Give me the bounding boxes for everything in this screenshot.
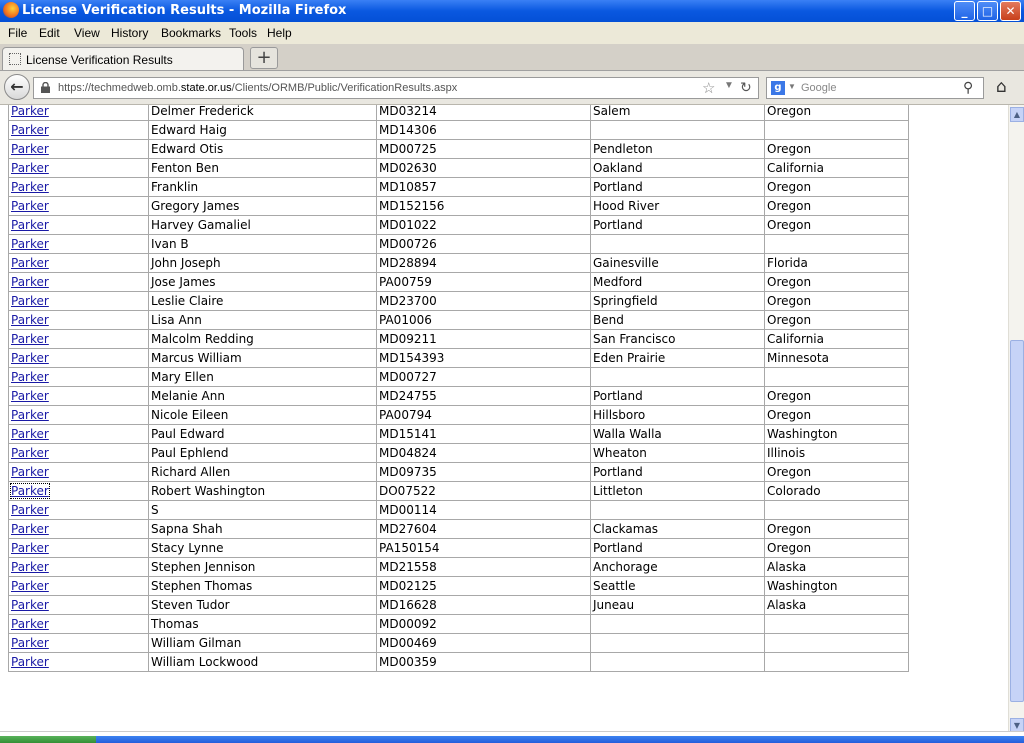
home-icon[interactable]: ⌂ xyxy=(996,77,1007,97)
menu-file[interactable]: File xyxy=(8,26,28,40)
first-name-cell: Delmer Frederick xyxy=(149,105,377,121)
state-cell: Oregon xyxy=(765,140,909,159)
last-name-cell xyxy=(9,615,149,634)
new-tab-button[interactable]: + xyxy=(250,47,278,69)
table-row xyxy=(9,634,909,653)
close-button[interactable]: ✕ xyxy=(1000,1,1021,21)
table-row xyxy=(9,292,909,311)
state-cell: Washington xyxy=(765,577,909,596)
last-name-link[interactable]: Parker xyxy=(11,617,49,631)
last-name-cell xyxy=(9,349,149,368)
license-number-cell: MD09211 xyxy=(377,330,591,349)
table-row xyxy=(9,615,909,634)
license-number-cell: MD00469 xyxy=(377,634,591,653)
city-cell: Portland xyxy=(591,216,765,235)
table-row xyxy=(9,178,909,197)
table-row xyxy=(9,406,909,425)
city-cell xyxy=(591,634,765,653)
last-name-link[interactable]: Parker xyxy=(11,636,49,650)
license-number-cell: MD21558 xyxy=(377,558,591,577)
last-name-cell xyxy=(9,444,149,463)
table-row xyxy=(9,121,909,140)
city-cell: Wheaton xyxy=(591,444,765,463)
city-cell xyxy=(591,368,765,387)
minimize-button[interactable]: _ xyxy=(954,1,975,21)
license-number-cell: PA150154 xyxy=(377,539,591,558)
reload-icon[interactable]: ↻ xyxy=(740,79,752,95)
last-name-link[interactable]: Parker xyxy=(11,351,49,365)
page-content xyxy=(0,105,1008,731)
license-number-cell: MD27604 xyxy=(377,520,591,539)
vertical-scrollbar[interactable] xyxy=(1008,105,1024,735)
last-name-cell xyxy=(9,105,149,121)
back-button[interactable]: ← xyxy=(4,74,30,100)
tab-strip xyxy=(0,44,1024,71)
last-name-cell xyxy=(9,178,149,197)
search-icon[interactable]: ⚲ xyxy=(963,79,974,95)
city-cell xyxy=(591,615,765,634)
table-row xyxy=(9,159,909,178)
city-cell: Anchorage xyxy=(591,558,765,577)
state-cell: California xyxy=(765,330,909,349)
last-name-link[interactable]: Parker xyxy=(11,237,49,251)
city-cell: Gainesville xyxy=(591,254,765,273)
tab-label: License Verification Results xyxy=(26,53,173,67)
license-number-cell: MD23700 xyxy=(377,292,591,311)
last-name-link[interactable]: Parker xyxy=(11,408,49,422)
first-name-cell: Thomas xyxy=(149,615,377,634)
last-name-cell xyxy=(9,406,149,425)
table-row xyxy=(9,330,909,349)
first-name-cell: Steven Tudor xyxy=(149,596,377,615)
table-row xyxy=(9,140,909,159)
last-name-cell xyxy=(9,292,149,311)
last-name-cell xyxy=(9,634,149,653)
table-row xyxy=(9,216,909,235)
state-cell: Illinois xyxy=(765,444,909,463)
menu-tools[interactable]: Tools xyxy=(229,26,258,40)
table-row xyxy=(9,235,909,254)
city-cell: Portland xyxy=(591,387,765,406)
city-cell: Clackamas xyxy=(591,520,765,539)
state-cell xyxy=(765,501,909,520)
last-name-link[interactable]: Parker xyxy=(11,522,49,536)
license-number-cell: MD152156 xyxy=(377,197,591,216)
license-number-cell: MD14306 xyxy=(377,121,591,140)
menu-view[interactable]: View xyxy=(74,26,100,40)
state-cell: Oregon xyxy=(765,292,909,311)
first-name-cell: Fenton Ben xyxy=(149,159,377,178)
first-name-cell: Nicole Eileen xyxy=(149,406,377,425)
scroll-up-icon[interactable]: ▲ xyxy=(1010,107,1024,122)
last-name-cell xyxy=(9,463,149,482)
license-number-cell: MD00726 xyxy=(377,235,591,254)
state-cell: Oregon xyxy=(765,539,909,558)
last-name-link[interactable]: Parker xyxy=(11,560,49,574)
last-name-cell xyxy=(9,254,149,273)
state-cell: Alaska xyxy=(765,596,909,615)
table-row xyxy=(9,577,909,596)
license-number-cell: MD00359 xyxy=(377,653,591,672)
last-name-cell xyxy=(9,596,149,615)
state-cell: Oregon xyxy=(765,311,909,330)
city-cell xyxy=(591,121,765,140)
google-engine-icon[interactable]: g xyxy=(771,81,785,95)
lock-icon xyxy=(41,82,50,93)
city-cell xyxy=(591,501,765,520)
last-name-cell xyxy=(9,368,149,387)
table-row xyxy=(9,520,909,539)
state-cell: Oregon xyxy=(765,105,909,121)
license-number-cell: MD00114 xyxy=(377,501,591,520)
last-name-cell xyxy=(9,273,149,292)
last-name-cell xyxy=(9,425,149,444)
last-name-link[interactable]: Parker xyxy=(11,294,49,308)
last-name-link[interactable]: Parker xyxy=(11,503,49,517)
city-cell: Portland xyxy=(591,539,765,558)
history-dropdown-icon[interactable]: ▼ xyxy=(724,80,734,91)
license-number-cell: MD00727 xyxy=(377,368,591,387)
state-cell: Oregon xyxy=(765,387,909,406)
state-cell: California xyxy=(765,159,909,178)
last-name-link[interactable]: Parker xyxy=(11,218,49,232)
first-name-cell: Gregory James xyxy=(149,197,377,216)
last-name-cell xyxy=(9,197,149,216)
state-cell xyxy=(765,653,909,672)
last-name-cell xyxy=(9,387,149,406)
last-name-link[interactable]: Parker xyxy=(11,541,49,555)
first-name-cell: S xyxy=(149,501,377,520)
last-name-link[interactable]: Parker xyxy=(11,484,49,498)
last-name-link[interactable]: Parker xyxy=(11,427,49,441)
last-name-link[interactable]: Parker xyxy=(11,256,49,270)
state-cell: Oregon xyxy=(765,216,909,235)
license-number-cell: MD24755 xyxy=(377,387,591,406)
window-title: License Verification Results - Mozilla Firefox xyxy=(22,3,347,18)
last-name-cell xyxy=(9,216,149,235)
state-cell: Washington xyxy=(765,425,909,444)
last-name-link[interactable]: Parker xyxy=(11,123,49,137)
first-name-cell: Robert Washington xyxy=(149,482,377,501)
first-name-cell: Ivan B xyxy=(149,235,377,254)
city-cell: Eden Prairie xyxy=(591,349,765,368)
state-cell: Oregon xyxy=(765,197,909,216)
state-cell: Oregon xyxy=(765,178,909,197)
first-name-cell: Stephen Jennison xyxy=(149,558,377,577)
search-bar[interactable] xyxy=(766,77,984,99)
last-name-link[interactable]: Parker xyxy=(11,389,49,403)
table-row xyxy=(9,596,909,615)
last-name-link[interactable]: Parker xyxy=(11,579,49,593)
status-bar xyxy=(0,731,1024,743)
state-cell: Alaska xyxy=(765,558,909,577)
city-cell: Hillsboro xyxy=(591,406,765,425)
last-name-cell xyxy=(9,121,149,140)
license-number-cell: MD00092 xyxy=(377,615,591,634)
city-cell: Oakland xyxy=(591,159,765,178)
table-row xyxy=(9,349,909,368)
scroll-down-icon[interactable]: ▼ xyxy=(1010,718,1024,733)
first-name-cell: Harvey Gamaliel xyxy=(149,216,377,235)
firefox-logo-icon xyxy=(3,2,19,18)
bookmark-star-icon[interactable]: ☆ xyxy=(702,80,716,97)
license-number-cell: PA00794 xyxy=(377,406,591,425)
first-name-cell: Stacy Lynne xyxy=(149,539,377,558)
table-row xyxy=(9,653,909,672)
license-number-cell: MD04824 xyxy=(377,444,591,463)
state-cell xyxy=(765,634,909,653)
table-row xyxy=(9,368,909,387)
menu-bookmarks[interactable]: Bookmarks xyxy=(161,26,222,40)
last-name-cell xyxy=(9,235,149,254)
last-name-cell xyxy=(9,159,149,178)
menu-help[interactable]: Help xyxy=(267,26,292,40)
state-cell: Oregon xyxy=(765,406,909,425)
city-cell xyxy=(591,653,765,672)
state-cell: Oregon xyxy=(765,520,909,539)
menu-edit[interactable]: Edit xyxy=(39,26,60,40)
table-row xyxy=(9,311,909,330)
state-cell: Minnesota xyxy=(765,349,909,368)
table-row xyxy=(9,425,909,444)
last-name-link[interactable]: Parker xyxy=(11,370,49,384)
license-number-cell: MD03214 xyxy=(377,105,591,121)
first-name-cell: Jose James xyxy=(149,273,377,292)
first-name-cell: Melanie Ann xyxy=(149,387,377,406)
license-number-cell: MD00725 xyxy=(377,140,591,159)
scroll-thumb[interactable] xyxy=(1010,340,1024,702)
license-number-cell: MD09735 xyxy=(377,463,591,482)
first-name-cell: John Joseph xyxy=(149,254,377,273)
last-name-link[interactable]: Parker xyxy=(11,180,49,194)
city-cell: Hood River xyxy=(591,197,765,216)
first-name-cell: Leslie Claire xyxy=(149,292,377,311)
last-name-cell xyxy=(9,482,149,501)
license-number-cell: PA01006 xyxy=(377,311,591,330)
state-cell: Oregon xyxy=(765,273,909,292)
url-text: https://techmedweb.omb.state.or.us/Clients/ORMB/Public/VerificationResults.aspx xyxy=(58,82,458,94)
city-cell: Juneau xyxy=(591,596,765,615)
city-cell: Portland xyxy=(591,463,765,482)
city-cell: Springfield xyxy=(591,292,765,311)
city-cell: Portland xyxy=(591,178,765,197)
city-cell: Littleton xyxy=(591,482,765,501)
city-cell: San Francisco xyxy=(591,330,765,349)
last-name-link[interactable]: Parker xyxy=(11,161,49,175)
last-name-link[interactable]: Parker xyxy=(11,105,49,118)
table-row xyxy=(9,463,909,482)
state-cell: Colorado xyxy=(765,482,909,501)
first-name-cell: Mary Ellen xyxy=(149,368,377,387)
table-row xyxy=(9,105,909,121)
tab-license-verification[interactable] xyxy=(2,47,244,70)
license-number-cell: MD01022 xyxy=(377,216,591,235)
license-number-cell: MD154393 xyxy=(377,349,591,368)
table-row xyxy=(9,444,909,463)
last-name-cell xyxy=(9,520,149,539)
license-number-cell: MD16628 xyxy=(377,596,591,615)
state-cell xyxy=(765,368,909,387)
first-name-cell: William Lockwood xyxy=(149,653,377,672)
table-row xyxy=(9,539,909,558)
table-row xyxy=(9,197,909,216)
last-name-link[interactable]: Parker xyxy=(11,465,49,479)
last-name-link[interactable]: Parker xyxy=(11,332,49,346)
navigation-bar xyxy=(0,71,1024,105)
table-row xyxy=(9,387,909,406)
license-number-cell: MD02125 xyxy=(377,577,591,596)
first-name-cell: Sapna Shah xyxy=(149,520,377,539)
last-name-link[interactable]: Parker xyxy=(11,275,49,289)
first-name-cell: Richard Allen xyxy=(149,463,377,482)
page-favicon-icon xyxy=(9,53,21,65)
menu-history[interactable]: History xyxy=(111,26,149,40)
maximize-button[interactable]: □ xyxy=(977,1,998,21)
city-cell: Pendleton xyxy=(591,140,765,159)
menu-bar xyxy=(0,22,1024,44)
state-cell: Florida xyxy=(765,254,909,273)
first-name-cell: Edward Otis xyxy=(149,140,377,159)
last-name-cell xyxy=(9,577,149,596)
table-row xyxy=(9,501,909,520)
first-name-cell: Marcus William xyxy=(149,349,377,368)
license-number-cell: MD10857 xyxy=(377,178,591,197)
state-cell: Oregon xyxy=(765,463,909,482)
first-name-cell: Edward Haig xyxy=(149,121,377,140)
first-name-cell: Paul Edward xyxy=(149,425,377,444)
last-name-link[interactable]: Parker xyxy=(11,598,49,612)
city-cell: Medford xyxy=(591,273,765,292)
last-name-cell xyxy=(9,140,149,159)
state-cell xyxy=(765,121,909,140)
state-cell xyxy=(765,235,909,254)
last-name-cell xyxy=(9,539,149,558)
last-name-cell xyxy=(9,330,149,349)
last-name-link[interactable]: Parker xyxy=(11,199,49,213)
last-name-cell xyxy=(9,501,149,520)
first-name-cell: Malcolm Redding xyxy=(149,330,377,349)
url-bar[interactable] xyxy=(33,77,759,99)
city-cell xyxy=(591,235,765,254)
last-name-cell xyxy=(9,558,149,577)
city-cell: Salem xyxy=(591,105,765,121)
last-name-cell xyxy=(9,653,149,672)
title-bar xyxy=(0,0,1024,22)
first-name-cell: William Gilman xyxy=(149,634,377,653)
table-row xyxy=(9,482,909,501)
table-row xyxy=(9,254,909,273)
first-name-cell: Franklin xyxy=(149,178,377,197)
city-cell: Bend xyxy=(591,311,765,330)
license-number-cell: PA00759 xyxy=(377,273,591,292)
table-row xyxy=(9,273,909,292)
first-name-cell: Paul Ephlend xyxy=(149,444,377,463)
search-engine-dropdown-icon[interactable]: ▼ xyxy=(788,82,796,91)
city-cell: Walla Walla xyxy=(591,425,765,444)
first-name-cell: Stephen Thomas xyxy=(149,577,377,596)
last-name-link[interactable]: Parker xyxy=(11,142,49,156)
license-number-cell: MD28894 xyxy=(377,254,591,273)
table-row xyxy=(9,558,909,577)
last-name-cell xyxy=(9,311,149,330)
results-table xyxy=(8,105,909,672)
last-name-link[interactable]: Parker xyxy=(11,446,49,460)
city-cell: Seattle xyxy=(591,577,765,596)
last-name-link[interactable]: Parker xyxy=(11,313,49,327)
license-number-cell: DO07522 xyxy=(377,482,591,501)
license-number-cell: MD15141 xyxy=(377,425,591,444)
search-input[interactable]: Google xyxy=(801,82,837,94)
license-number-cell: MD02630 xyxy=(377,159,591,178)
first-name-cell: Lisa Ann xyxy=(149,311,377,330)
last-name-link[interactable]: Parker xyxy=(11,655,49,669)
state-cell xyxy=(765,615,909,634)
